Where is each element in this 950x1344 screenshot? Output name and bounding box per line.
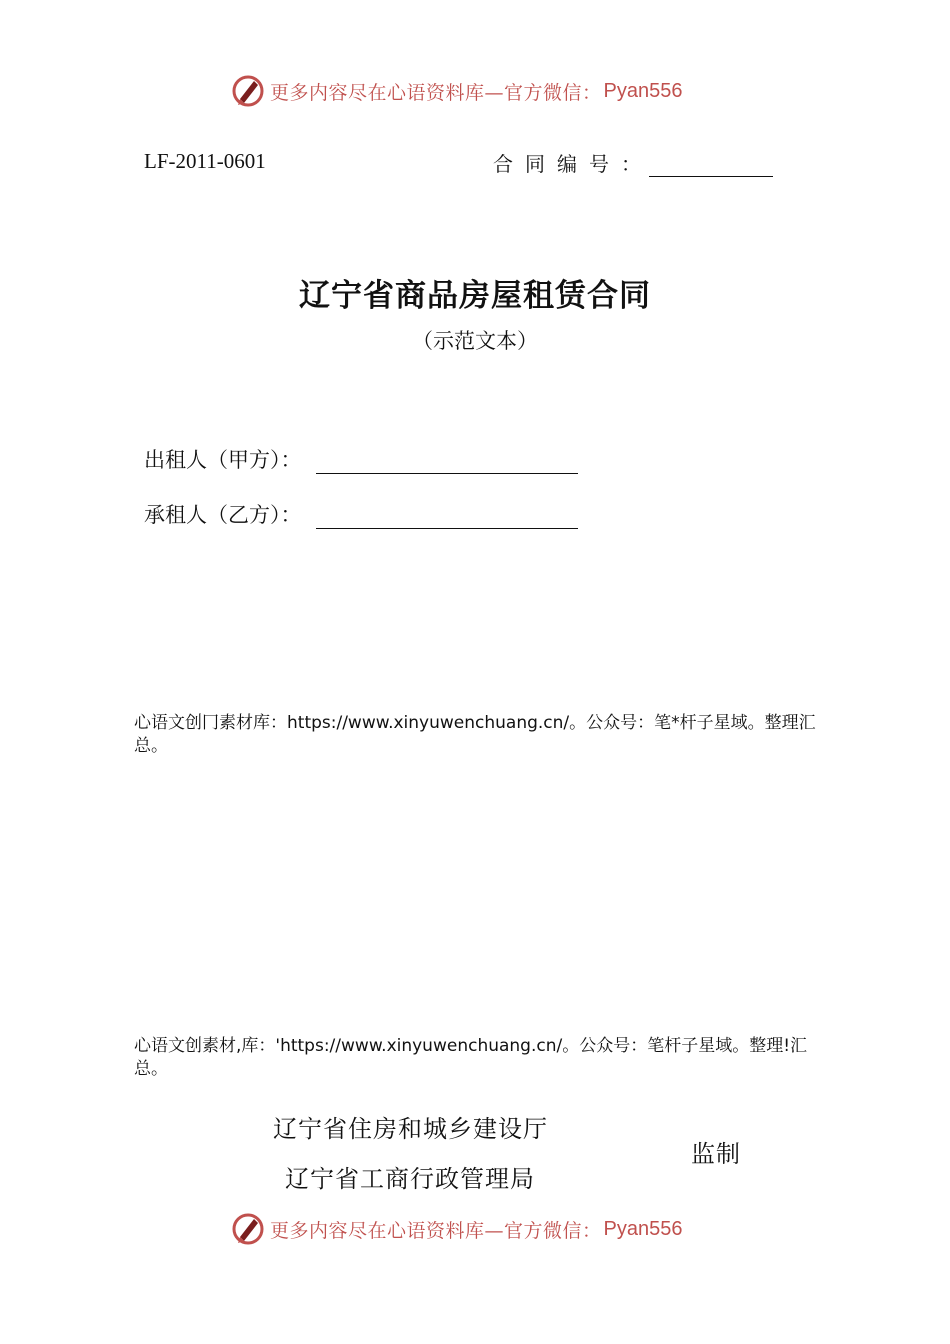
lessor-row bbox=[144, 444, 578, 474]
issuer-dept-1: 辽宁省住房和城乡建设厅 bbox=[273, 1115, 548, 1143]
banner-text: 更多内容尽在心语资料库—官方微信： bbox=[270, 1219, 602, 1242]
bottom-banner bbox=[230, 1211, 682, 1247]
pen-logo-icon bbox=[230, 73, 266, 109]
supervision-label: 监制 bbox=[691, 1140, 741, 1168]
document-code: LF-2011-0601 bbox=[144, 149, 266, 173]
source-note-1: 心语文创冂素材库：https://www.xinyuwenchuang.cn/。公众号：笔*杆子星域。整理汇总。 bbox=[134, 713, 816, 756]
lessee-label: 承租人（乙方）： bbox=[144, 503, 302, 527]
page-subtitle: （示范文本） bbox=[412, 329, 538, 353]
contract-number-blank[interactable] bbox=[649, 154, 773, 177]
banner-wechat-id: Pyan556 bbox=[603, 1217, 683, 1240]
page-title: 辽宁省商品房屋租赁合同 bbox=[299, 278, 651, 314]
issuer-dept-2: 辽宁省工商行政管理局 bbox=[285, 1165, 535, 1193]
banner-text: 更多内容尽在心语资料库—官方微信： bbox=[270, 81, 602, 104]
lessee-blank[interactable] bbox=[316, 504, 578, 529]
pen-logo-icon bbox=[230, 1211, 266, 1247]
contract-number-label: 合同编号： bbox=[493, 152, 653, 176]
banner-wechat-id: Pyan556 bbox=[603, 79, 683, 102]
top-banner bbox=[230, 73, 682, 109]
lessee-row bbox=[144, 499, 578, 529]
lessor-blank[interactable] bbox=[316, 449, 578, 474]
contract-number-row bbox=[493, 148, 773, 177]
lessor-label: 出租人（甲方）： bbox=[144, 448, 302, 472]
source-note-2: 心语文创素材,库：'https://www.xinyuwenchuang.cn/。公众号：笔杆子星域。整理!汇总。 bbox=[134, 1036, 808, 1079]
